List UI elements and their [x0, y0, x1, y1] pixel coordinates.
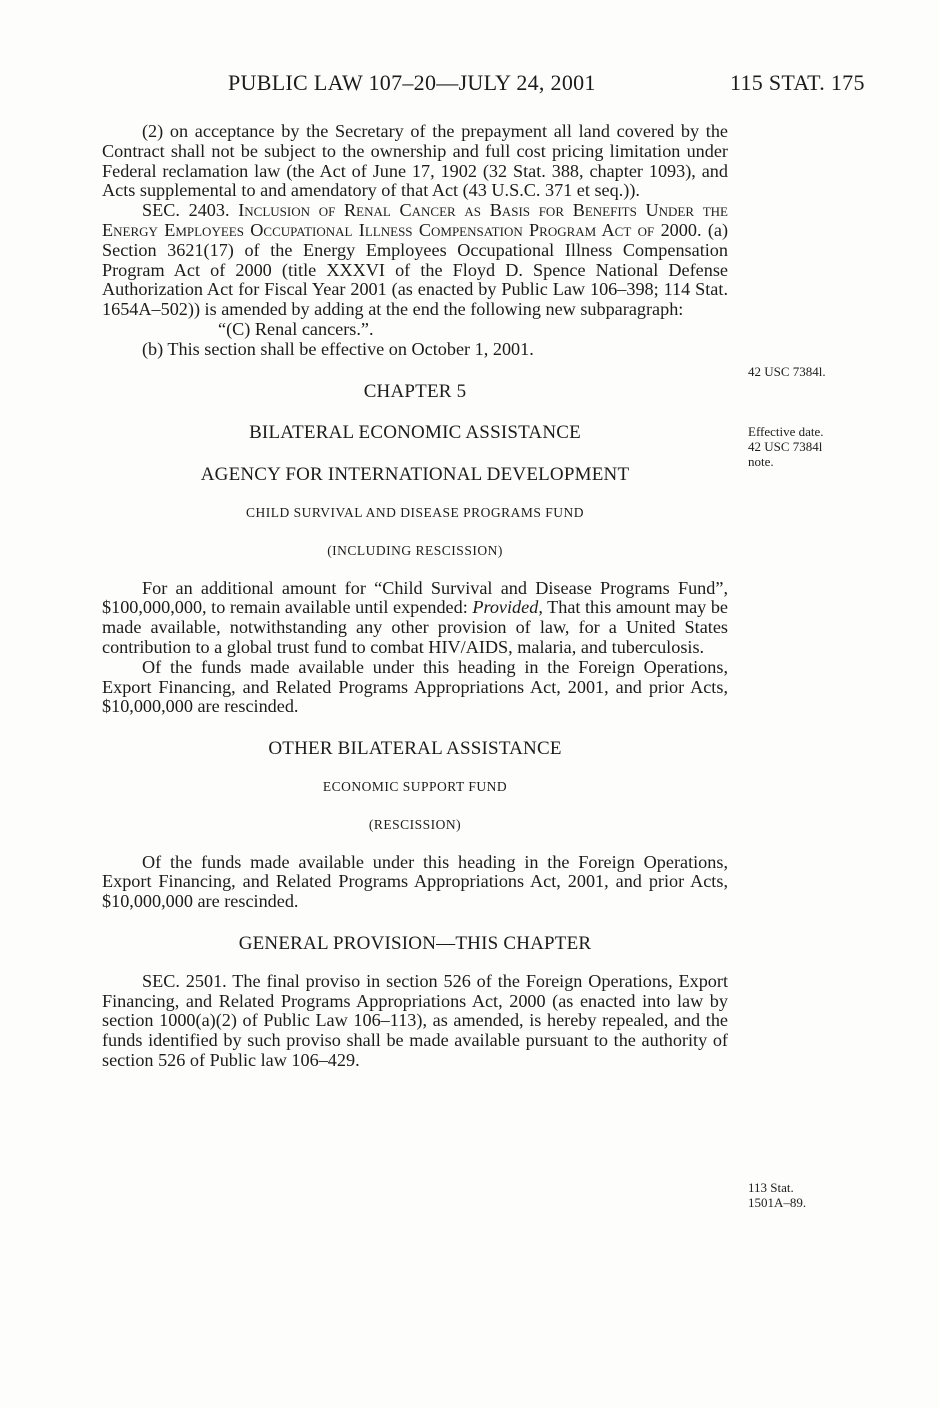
account-subheading: (INCLUDING RESCISSION)	[327, 542, 503, 558]
running-title: PUBLIC LAW 107–20—JULY 24, 2001	[228, 70, 596, 95]
page-body	[102, 122, 728, 1071]
title-heading: BILATERAL ECONOMIC ASSISTANCE	[249, 422, 581, 444]
section-text: (a) Section 3621(17) of the Energy Employees Occupational Illness Compensation Program Act of 2000 (title XXXVI of the Floyd D. Spence National Defense Authorization Act for Fiscal Year 2001 (as enacted by Public Law 106–398; 114 Stat. 1654A–502)) is amended by adding at the end the following new subparagraph:	[102, 219, 729, 320]
chapter-heading: CHAPTER 5	[363, 380, 467, 402]
page-header	[0, 70, 939, 104]
paragraph-esf-rescission: Of the funds made available under this heading in the Foreign Operations, Export Financing, and Related Programs Appropriations Act, 2001, and prior Acts, $10,000,000 are rescinded.	[102, 851, 728, 912]
margin-note-stat: 113 Stat. 1501A–89.	[748, 1180, 807, 1210]
subsection-b: (b) This section shall be effective on October 1, 2001.	[142, 338, 534, 359]
provided-term: Provided,	[472, 597, 543, 618]
paragraph-child-fund: For an additional amount for “Child Survival and Disease Programs Fund”, $100,000,000, to remain available until expended: Provided, That this amount may be made available, notwithstanding any other provision of law, for a United States contribution to a global trust fund to combat HIV/AIDS, malaria, and tuberculosis.	[102, 577, 728, 657]
other-bilateral-heading: OTHER BILATERAL ASSISTANCE	[268, 738, 562, 760]
paragraph-child-fund-rescission: Of the funds made available under this heading in the Foreign Operations, Export Financing, and Related Programs Appropriations Act, 2001, and prior Acts, $10,000,000 are rescinded.	[102, 656, 728, 717]
margin-note-usc: 42 USC 7384l.	[748, 364, 826, 379]
agency-heading: AGENCY FOR INTERNATIONAL DEVELOPMENT	[200, 464, 630, 486]
margin-note-effective-date: Effective date. 42 USC 7384l note.	[748, 424, 824, 469]
esf-heading: ECONOMIC SUPPORT FUND	[322, 778, 508, 794]
stat-citation: 115 STAT. 175	[730, 70, 865, 95]
section-2403	[102, 201, 728, 320]
paragraph-prepayment: (2) on acceptance by the Secretary of the prepayment all land covered by the Contract shall not be subject to the ownership and full cost pricing limitation under Federal reclamation law (the Act of June 17, 1902 (32 Stat. 388, chapter 1093), and Acts supplemental to and amendatory of that Act (43 U.S.C. 371 et seq.)).	[102, 121, 728, 201]
section-label: SEC. 2501.	[142, 970, 227, 991]
esf-subheading: (RESCISSION)	[368, 816, 462, 832]
section-2501	[102, 972, 728, 1071]
account-heading: CHILD SURVIVAL AND DISEASE PROGRAMS FUND	[245, 504, 585, 520]
quoted-subparagraph: “(C) Renal cancers.”.	[218, 318, 374, 339]
section-caption: Inclusion of Renal Cancer as Basis for Benefits Under the Energy Employees Occupational Illness Compensation Program Act of 2000.	[102, 200, 729, 240]
general-provision-heading: GENERAL PROVISION—THIS CHAPTER	[238, 932, 592, 954]
section-label: SEC. 2403.	[142, 200, 230, 221]
section-text: The final proviso in section 526 of the Foreign Operations, Export Financing, and Related Programs Appropriations Act, 2000 (as enacted into law by section 1000(a)(2) of Public Law 106–113), as amended, is hereby repealed, and the funds identified by such proviso shall be made available pursuant to the authority of section 526 of Public law 106–429.	[102, 970, 729, 1070]
